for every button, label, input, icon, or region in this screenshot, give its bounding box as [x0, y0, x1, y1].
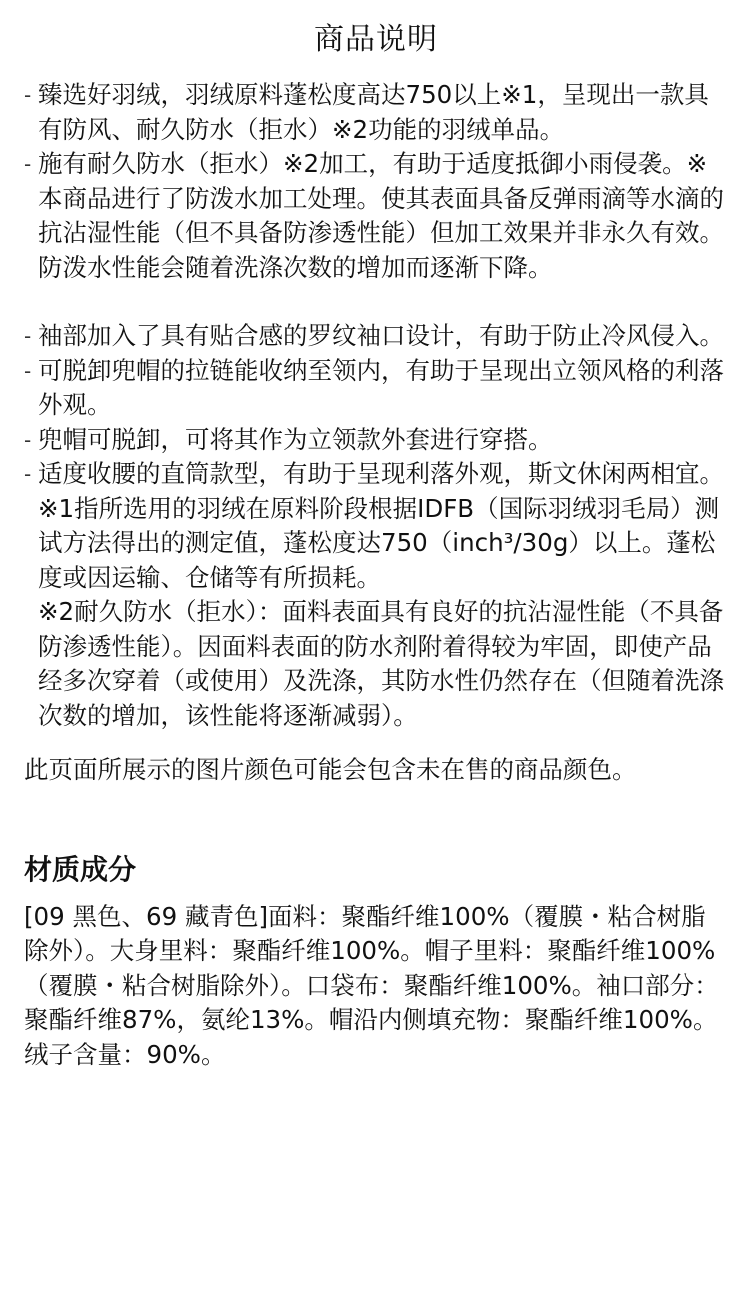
material-section-title: 材质成分: [24, 852, 137, 886]
description-item-down-quality: - 臻选好羽绒，羽绒原料蓬松度高达750以上※1，呈现出一款具有防风、耐久防水（拒水）※2功能的羽绒单品。: [24, 78, 728, 147]
description-list: [24, 78, 728, 733]
page-title: 商品说明: [314, 22, 438, 57]
description-item-detachable-hood: - 兜帽可脱卸，可将其作为立领款外套进行穿搭。: [24, 423, 728, 458]
description-item-water-repellent: - 施有耐久防水（拒水）※2加工，有助于适度抵御小雨侵袭。※本商品进行了防泼水加工处理。使其表面具备反弹雨滴等水滴的抗沾湿性能（但不具备防渗透性能）但加工效果并非永久有效。防泼水性能会随着洗涤次数的增加而逐渐下降。: [24, 147, 728, 285]
description-item-silhouette: - 适度收腰的直筒款型，有助于呈现利落外观，斯文休闲两相宜。: [24, 457, 728, 492]
footnote-2: ※2耐久防水（拒水）：面料表面具有良好的抗沾湿性能（不具备防渗透性能）。因面料表面的防水剂附着得较为牢固，即使产品经多次穿着（或使用）及洗涤，其防水性仍然存在（但随着洗涤次数的增加，该性能将逐渐减弱）。: [38, 597, 724, 730]
description-item-hood-zipper: - 可脱卸兜帽的拉链能收纳至领内，有助于呈现出立领风格的利落外观。: [24, 354, 728, 423]
footnote-1: ※1指所选用的羽绒在原料阶段根据IDFB（国际羽绒羽毛局）测试方法得出的测定值，蓬松度达750（inch³/30g）以上。蓬松度或因运输、仓储等有所损耗。: [38, 493, 720, 592]
color-notice: 此页面所展示的图片颜色可能会包含未在售的商品颜色。: [24, 755, 637, 784]
material-composition: [09 黑色、69 藏青色]面料：聚酯纤维100%（覆膜・粘合树脂除外）。大身里料：聚酯纤维100%。帽子里料：聚酯纤维100%（覆膜・粘合树脂除外）。口袋布：聚酯纤维100%。袖口部分：聚酯纤维87%，氨纶13%。帽沿内侧填充物：聚酯纤维100%。绒子含量：90%。: [24, 901, 719, 1069]
description-item-rib-cuffs: - 袖部加入了具有贴合感的罗纹袖口设计，有助于防止冷风侵入。: [24, 319, 728, 354]
